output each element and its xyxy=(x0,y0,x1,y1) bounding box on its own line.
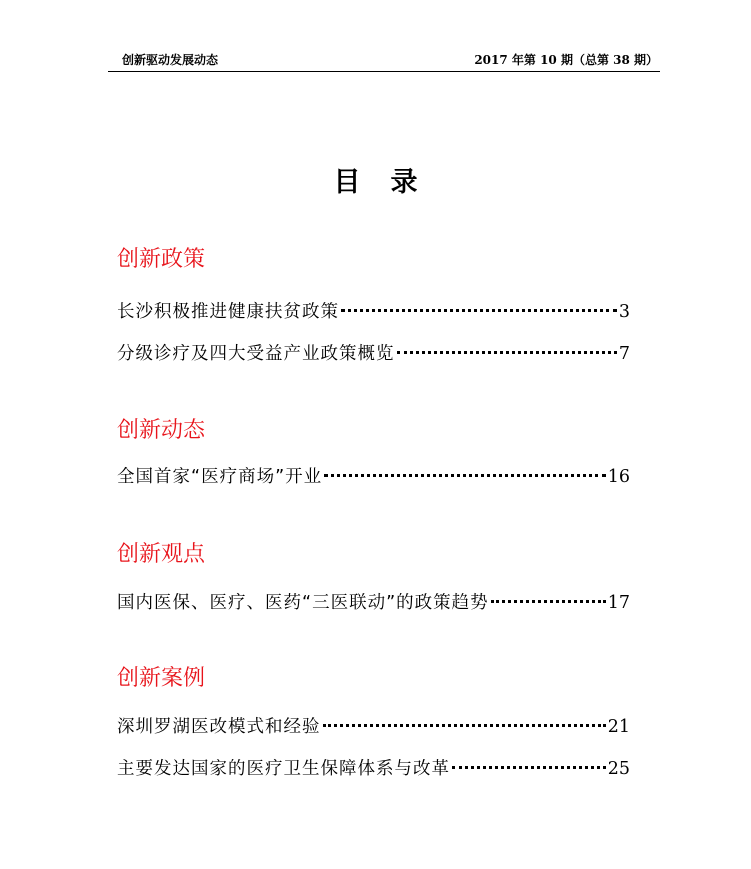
toc-entry-page: 21 xyxy=(607,717,630,737)
toc-entry-title: 分级诊疗及四大受益产业政策概览 xyxy=(117,344,395,364)
dot-leader xyxy=(323,723,606,727)
toc-entry[interactable] xyxy=(117,463,630,489)
toc-entry-title: 主要发达国家的医疗卫生保障体系与改革 xyxy=(117,759,450,779)
dot-leader xyxy=(341,308,617,312)
toc-entry-page: 25 xyxy=(607,759,630,779)
toc-entry[interactable] xyxy=(117,589,630,615)
toc-entry[interactable] xyxy=(117,298,630,324)
journal-name: 创新驱动发展动态 xyxy=(122,53,219,67)
toc-entry[interactable] xyxy=(117,755,630,781)
dot-leader xyxy=(324,473,606,477)
dot-leader xyxy=(397,350,617,354)
toc-entry-title: 长沙积极推进健康扶贫政策 xyxy=(117,302,339,322)
dot-leader xyxy=(452,765,606,769)
toc-title: 目录 xyxy=(333,167,448,198)
issue-info: 2017 年第 10 期（总第 38 期） xyxy=(474,53,658,67)
toc-entry-page: 16 xyxy=(607,467,630,487)
toc-entry-title: 深圳罗湖医改模式和经验 xyxy=(117,717,321,737)
section-title-policy: 创新政策 xyxy=(117,247,206,272)
section-title-viewpoint: 创新观点 xyxy=(117,542,206,567)
dot-leader xyxy=(491,599,606,603)
section-title-cases: 创新案例 xyxy=(117,666,206,691)
toc-entry-title: 全国首家“医疗商场”开业 xyxy=(117,467,323,487)
toc-entry-title: 国内医保、医疗、医药“三医联动”的政策趋势 xyxy=(117,593,489,613)
toc-entry-page: 7 xyxy=(618,344,630,364)
toc-entry[interactable] xyxy=(117,713,630,739)
toc-entry-page: 17 xyxy=(607,593,630,613)
toc-entry[interactable] xyxy=(117,340,630,366)
toc-entry-page: 3 xyxy=(618,302,630,322)
section-title-news: 创新动态 xyxy=(117,418,206,443)
running-header xyxy=(108,47,660,72)
